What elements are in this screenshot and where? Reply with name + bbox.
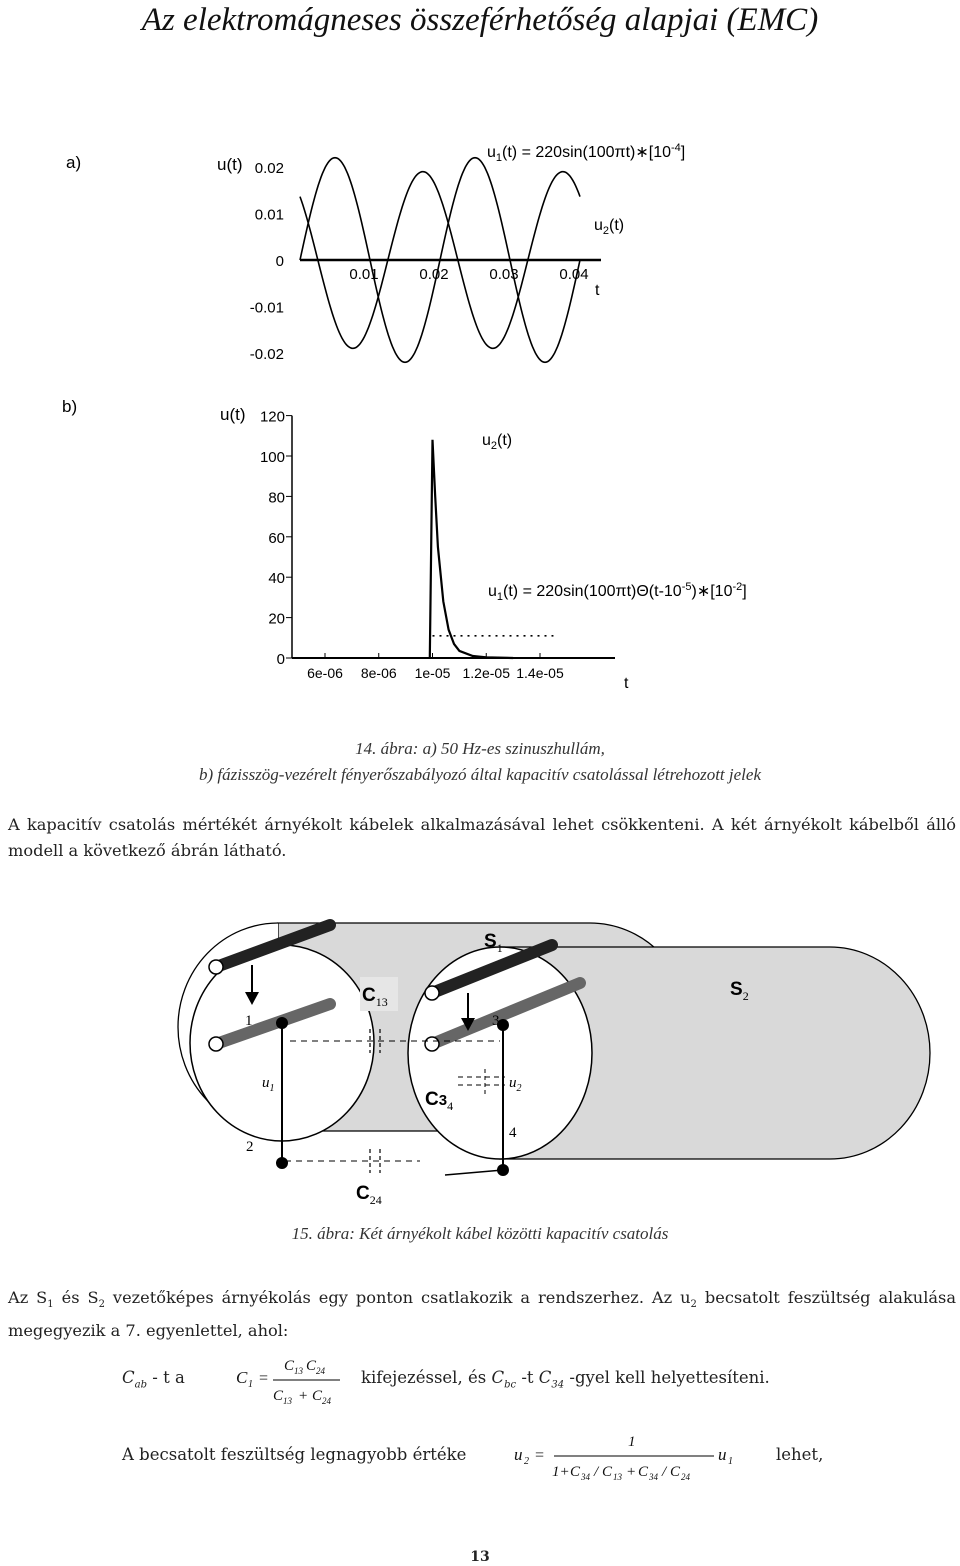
label-node3: 3	[492, 1013, 500, 1029]
svg-text:1: 1	[628, 1434, 636, 1450]
label-s1: $S_1$	[484, 931, 503, 955]
svg-text:C: C	[670, 1464, 681, 1480]
eq2-lead: A becsatolt feszültség legnagyobb értéke	[122, 1445, 467, 1464]
figure-b-y-tick-label: 120	[259, 408, 285, 426]
figure-15-caption: 15. ábra: Két árnyékolt kábel közötti kapacitív csatolás	[291, 1224, 669, 1243]
svg-text:24: 24	[322, 1396, 331, 1406]
svg-text:=: =	[534, 1447, 545, 1464]
u2-spike-curve	[430, 440, 513, 658]
label-s2: $S_2$	[730, 979, 749, 1003]
figure-b-y-tick-label: 0	[276, 651, 285, 668]
svg-text:C: C	[602, 1464, 613, 1480]
figure-a-x-tick-label: 0.01	[349, 266, 379, 283]
eq1-tail: kifejezéssel, és $C_{bc}$ -t $C_{34}$ -gyel kell helyettesíteni.	[361, 1368, 770, 1391]
figure-a-y-axis-label: u(t)	[217, 155, 243, 174]
figure-a-y-tick-label: 0	[275, 253, 284, 270]
label-c34: $C3_4$	[425, 1089, 454, 1113]
figure-a-u1-label: $u_1(t)$ = $220\sin(100\pi t)∗[10^{-4}]$	[487, 142, 686, 164]
svg-text:C: C	[312, 1388, 323, 1404]
svg-text:13: 13	[283, 1396, 292, 1406]
page-number: 13	[470, 1549, 490, 1565]
label-u2: $u_2$	[509, 1075, 522, 1094]
paragraph-1: A kapacitív csatolás mértékét árnyékolt kábelek alkalmazásával lehet csökkenteni. A két árnyékolt kábelből álló modell a következő ábrán látható.	[8, 815, 956, 860]
figure-b-y-tick-label: 60	[268, 529, 285, 547]
figure-b-x-axis-label: t	[624, 675, 629, 692]
label-u1: $u_1$	[262, 1075, 275, 1094]
figure-14-caption-line2: b) fázisszög-vezérelt fényerőszabályozó által kapacitív csatolással létrehozott jelek	[198, 765, 761, 784]
figure-a-y-tick-label: -0.02	[249, 346, 284, 363]
eq2-formula	[512, 1428, 742, 1484]
figure-a-x-tick-label: 0.03	[489, 266, 519, 283]
svg-text:=: =	[258, 1370, 269, 1387]
svg-text:C: C	[236, 1368, 248, 1387]
eq2-tail: lehet,	[776, 1445, 824, 1464]
page-header-title: Az elektromágneses összeférhetőség alapjai (EMC)	[141, 2, 819, 38]
svg-text:34: 34	[581, 1472, 590, 1482]
figure-b-x-tick-label: 8e-06	[360, 665, 397, 681]
svg-text:34: 34	[649, 1472, 658, 1482]
figure-a-y-tick-label: 0.02	[254, 160, 284, 177]
figure-b-panel-label: b)	[62, 397, 78, 416]
eq1-lead: $C_{ab}$ - t a	[122, 1368, 185, 1391]
figure-a-x-axis-label: t	[595, 282, 600, 299]
figure-a-u2-label: $u_2(t)$	[594, 217, 625, 237]
svg-text:u: u	[514, 1445, 523, 1464]
svg-text:1+: 1+	[552, 1464, 570, 1480]
figure-a-x-tick-label: 0.04	[559, 266, 589, 283]
figure-b-y-tick-label: 80	[268, 489, 285, 507]
svg-text:C: C	[284, 1358, 295, 1374]
figure-b-u2-label: $u_2(t)$	[482, 432, 513, 452]
label-c24: $C_{24}$	[356, 1183, 382, 1207]
eq1-formula	[228, 1352, 358, 1408]
svg-text:+: +	[298, 1388, 309, 1404]
svg-text:2: 2	[524, 1456, 529, 1467]
svg-text:1: 1	[728, 1456, 733, 1467]
figure-a-panel-label: a)	[66, 153, 82, 172]
svg-text:1: 1	[248, 1379, 253, 1390]
figure-b-y-tick-label: 20	[268, 610, 285, 628]
svg-text:u: u	[718, 1445, 727, 1464]
figure-14-caption-line1: 14. ábra: a) 50 Hz-es szinuszhullám,	[355, 739, 605, 758]
svg-text:/: /	[594, 1464, 599, 1480]
figure-b-y-axis-label: u(t)	[220, 405, 246, 424]
svg-text:+: +	[626, 1464, 637, 1480]
figure-b-x-tick-label: 1e-05	[414, 665, 451, 681]
figure-b-y-tick-label: 100	[259, 449, 285, 466]
figure-b-x-tick-label: 1.2e-05	[462, 665, 510, 681]
figure-b-x-tick-label: 1.4e-05	[516, 665, 564, 681]
figure-a-y-tick-label: -0.01	[249, 299, 284, 317]
svg-text:/: /	[662, 1464, 667, 1480]
svg-text:24: 24	[316, 1366, 325, 1376]
figure-a-x-tick-label: 0.02	[419, 266, 449, 283]
svg-text:24: 24	[681, 1472, 690, 1482]
svg-text:C: C	[638, 1464, 649, 1480]
label-node4: 4	[509, 1125, 517, 1141]
figure-b-x-tick-label: 6e-06	[307, 665, 343, 681]
label-c13: $C_{13}$	[362, 985, 388, 1009]
figure-b-y-tick-label: 40	[268, 570, 285, 588]
figure-b-chart	[0, 390, 960, 700]
svg-text:C: C	[570, 1464, 581, 1480]
paragraph-2: Az $S_1$ és $S_2$ vezetőképes árnyékolás egy ponton csatlakozik a rendszerhez. Az $u_2$ becsatolt feszültség alakulása megegyezik a 7. egyenlettel, ahol:	[8, 1288, 956, 1341]
svg-text:C: C	[306, 1358, 317, 1374]
label-node2: 2	[246, 1139, 254, 1155]
figure-b-u1-label: $u_1(t)$ = $220\sin(100\pi t)\Theta(t-10^{-5})∗[10^{-2}]$	[488, 581, 747, 603]
figure-a-chart	[0, 130, 960, 380]
svg-text:13: 13	[613, 1472, 622, 1482]
svg-text:C: C	[273, 1388, 284, 1404]
svg-text:13: 13	[294, 1366, 303, 1376]
figure-a-y-tick-label: 0.01	[254, 206, 284, 224]
label-node1: 1	[245, 1013, 253, 1029]
figure-15-cable-diagram	[0, 905, 960, 1215]
